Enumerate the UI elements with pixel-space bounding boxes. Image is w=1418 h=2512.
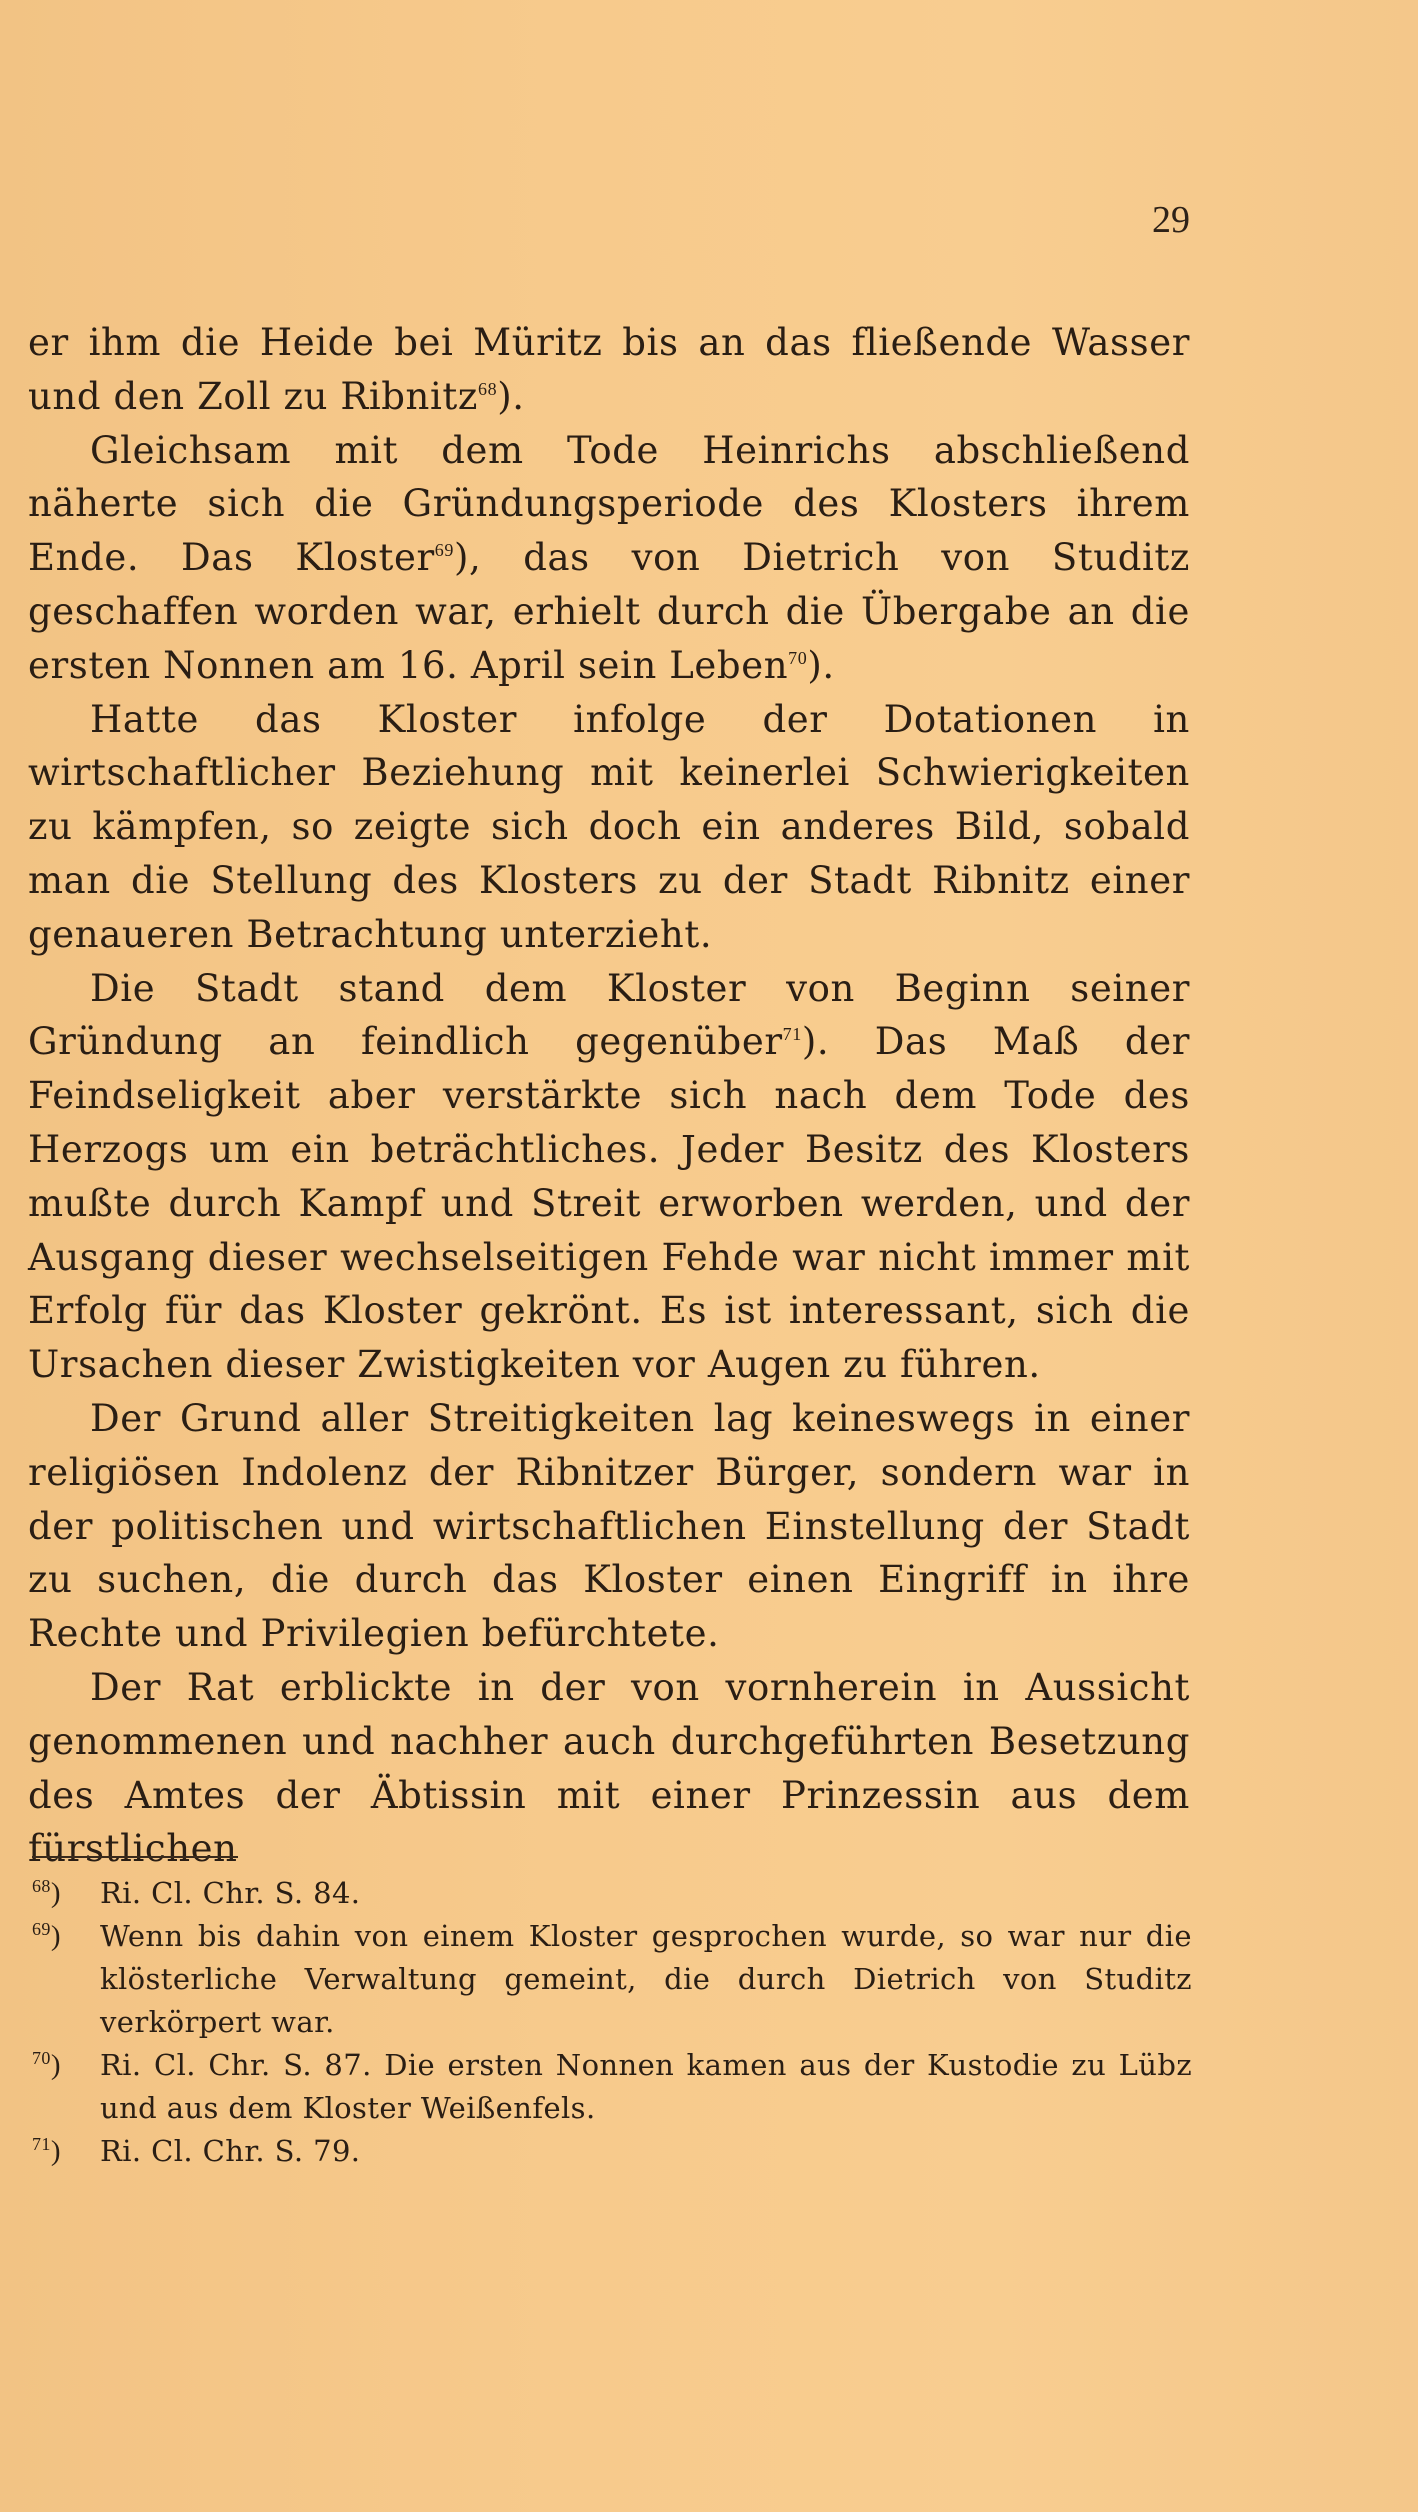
footnote-71 — [32, 2130, 1192, 2173]
paragraph-text: er ihm die Heide bei Müritz bis an das fließende Wasser und den Zoll zu Ribnitz — [28, 321, 1190, 418]
paragraph-text: Der Grund aller Streitigkeiten lag keineswegs in einer religiösen Indolenz der Ribnitzer Bürger, sondern war in der politischen und wirtschaftlichen Einstellung der Stadt zu suchen, die durch das Kloster einen Eingriff in ihre Rechte und Privilegien befürchtete. — [28, 1396, 1190, 1656]
footnote-mark: $^{69}$) — [32, 1919, 61, 1952]
paragraph-2 — [28, 424, 1190, 693]
footnotes — [32, 1872, 1192, 2173]
footnote-reference: 71 — [782, 1024, 802, 1045]
footnote-text: Wenn bis dahin von einem Kloster gesprochen wurde, so war nur die klösterliche Verwaltung gemeint, die durch Dietrich von Studitz verkörpert war. — [100, 1919, 1192, 2039]
paragraph-text: ), das von Dietrich von Studitz geschaffen worden war, erhielt durch die Übergabe an die ersten Nonnen am 16. April sein Leben — [28, 536, 1190, 687]
footnote-mark: $^{70}$) — [32, 2048, 61, 2081]
footnote-mark: $^{68}$) — [32, 1876, 61, 1909]
paragraph-text: ). — [497, 374, 525, 418]
paragraph-5 — [28, 1392, 1190, 1661]
footnote-text: Ri. Cl. Chr. S. 87. Die ersten Nonnen kamen aus der Kustodie zu Lübz und aus dem Kloster Weißenfels. — [100, 2048, 1192, 2125]
footnote-number: 69 — [32, 1919, 51, 1939]
page-number: 29 — [1152, 199, 1190, 241]
paragraph-6 — [28, 1661, 1190, 1876]
footnote-reference: 69 — [434, 540, 454, 561]
paragraph-1 — [28, 316, 1190, 424]
footnote-divider — [32, 1856, 238, 1858]
footnote-text: Ri. Cl. Chr. S. 84. — [100, 1876, 361, 1910]
footnote-68 — [32, 1872, 1192, 1915]
footnote-mark: $^{71}$) — [32, 2134, 61, 2167]
main-text — [28, 316, 1190, 1876]
paragraph-3 — [28, 693, 1190, 962]
footnote-reference: 68 — [477, 378, 498, 399]
footnote-number: 70 — [32, 2048, 51, 2068]
paragraph-text: ). Das Maß der Feindseligkeit aber verstärkte sich nach dem Tode des Herzogs um ein beträchtliches. Jeder Besitz des Klosters mußte durch Kampf und Streit erworben werden, und der Ausgang dieser wechselseitigen Fehde war nicht immer mit Erfolg für das Kloster gekrönt. Es ist interessant, sich die Ursachen dieser Zwistigkeiten vor Augen zu führen. — [28, 1020, 1190, 1387]
paragraph-text: Hatte das Kloster infolge der Dotationen in wirtschaftlicher Beziehung mit keinerlei Schwierigkeiten zu kämpfen, so zeigte sich doch ein anderes Bild, sobald man die Stellung des Klosters zu der Stadt Ribnitz einer genaueren Betrachtung unterzieht. — [28, 697, 1190, 956]
footnote-text: Ri. Cl. Chr. S. 79. — [100, 2134, 361, 2168]
paragraph-text: ). — [807, 643, 835, 687]
paragraph-text: Der Rat erblickte in der von vornherein in Aussicht genommenen und nachher auch durchgeführten Besetzung des Amtes der Äbtissin mit einer Prinzessin aus dem fürstlichen — [28, 1665, 1190, 1871]
footnote-reference: 70 — [788, 647, 808, 668]
footnote-number: 68 — [32, 1876, 51, 1896]
paragraph-text: Die Stadt stand dem Kloster von Beginn seiner Gründung an feindlich gegenüber — [28, 966, 1190, 1064]
paragraph-text: Gleichsam mit dem Tode Heinrichs abschließend näherte sich die Gründungsperiode des Klosters ihrem Ende. Das Kloster — [28, 428, 1190, 580]
footnote-69 — [32, 1915, 1192, 2044]
footnote-number: 71 — [32, 2134, 51, 2154]
footnote-70 — [32, 2044, 1192, 2130]
paragraph-4 — [28, 962, 1190, 1392]
